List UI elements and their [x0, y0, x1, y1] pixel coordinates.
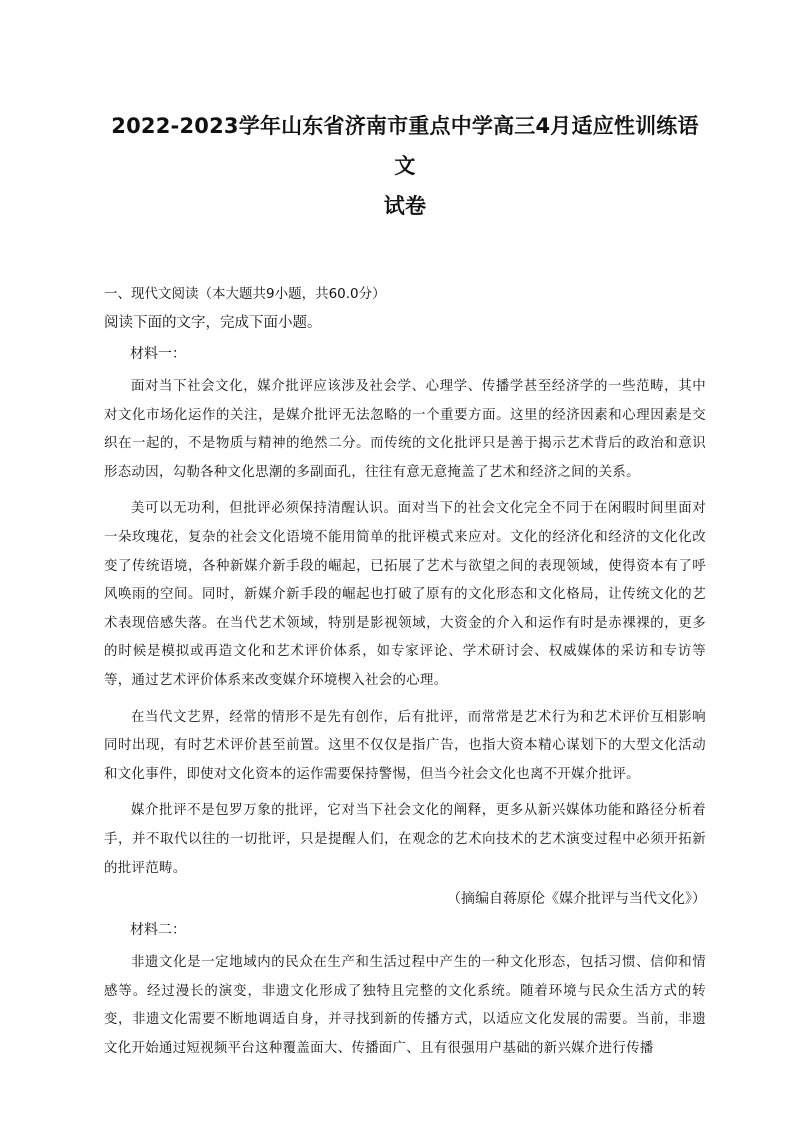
material-one-source: （摘编自蒋原伦《媒介批评与当代文化》）	[447, 891, 706, 908]
title-line-1: 2022-2023学年山东省济南市重点中学高三4月适应性训练语文	[111, 114, 699, 178]
section-heading: 一、现代文阅读（本大题共9小题，共60.0分）	[104, 286, 386, 302]
material-two-label: 材料二：	[130, 922, 186, 939]
material-one-paragraph-2: 美可以无功利，但批评必须保持清醒认识。面对当下的社会文化完全不同于在闲暇时间里面对一朵玫瑰花，复杂的社会文化语境不能用简单的批评模式来应对。文化的经济化和经济的文化化改变了传统语境，各种新媒介新手段的崛起，已拓展了艺术与欲望之间的表现领域，使得资本有了呼风唤雨的空间。同时，新媒介新手段的崛起也打破了原有的文化形态和文化格局，让传统文化的艺术表现倍感失落。在当代艺术领域，特别是影视领域，大资金的介入和运作有时是赤裸裸的，更多的时候是模拟或再造文化和艺术评价体系，如专家评论、学术研讨会、权威媒体的采访和专访等等，通过艺术评价体系来改变媒介环境楔入社会的心理。	[104, 501, 706, 688]
material-one-label: 材料一：	[130, 346, 186, 362]
material-one-paragraph-3: 在当代文艺界，经常的情形不是先有创作，后有批评，而常常是艺术行为和艺术评价互相影响同时出现，有时艺术评价甚至前置。这里不仅仅是指广告，也指大资本精心谋划下的大型文化活动和文化事件，即使对文化资本的运作需要保持警惕，但当今社会文化也离不开媒介批评。	[104, 709, 706, 782]
material-two-paragraph-1: 非遗文化是一定地域内的民众在生产和生活过程中产生的一种文化形态，包括习惯、信仰和情感等。经过漫长的演变，非遗文化形成了独特且完整的文化系统。随着环境与民众生活方式的转变，非遗文化需要不断地调适自身，并寻找到新的传播方式，以适应文化发展的需要。当前，非遗文化开始通过短视频平台这种覆盖面大、传播面广、且有很强用户基础的新兴媒介进行传播	[104, 955, 706, 1056]
material-one-paragraph-1: 面对当下社会文化，媒介批评应该涉及社会学、心理学、传播学甚至经济学的一些范畴，其中对文化市场化运作的关注，是媒介批评无法忽略的一个重要方面。这里的经济因素和心理因素是交织在一起的，不是物质与精神的绝然二分。而传统的文化批评只是善于揭示艺术背后的政治和意识形态动因，勾勒各种文化思潮的多副面孔，往往有意无意掩盖了艺术和经济之间的关系。	[104, 379, 706, 480]
page-title	[104, 106, 706, 226]
reading-instruction: 阅读下面的文字，完成下面小题。	[104, 315, 322, 331]
material-one-paragraph-4: 媒介批评不是包罗万象的批评，它对当下社会文化的阐释，更多从新兴媒体功能和路径分析着手，并不取代以往的一切批评，只是提醒人们，在观念的艺术向技术的艺术演变过程中必须开拓新的批评范畴。	[104, 803, 706, 876]
title-line-2: 试卷	[383, 194, 427, 218]
